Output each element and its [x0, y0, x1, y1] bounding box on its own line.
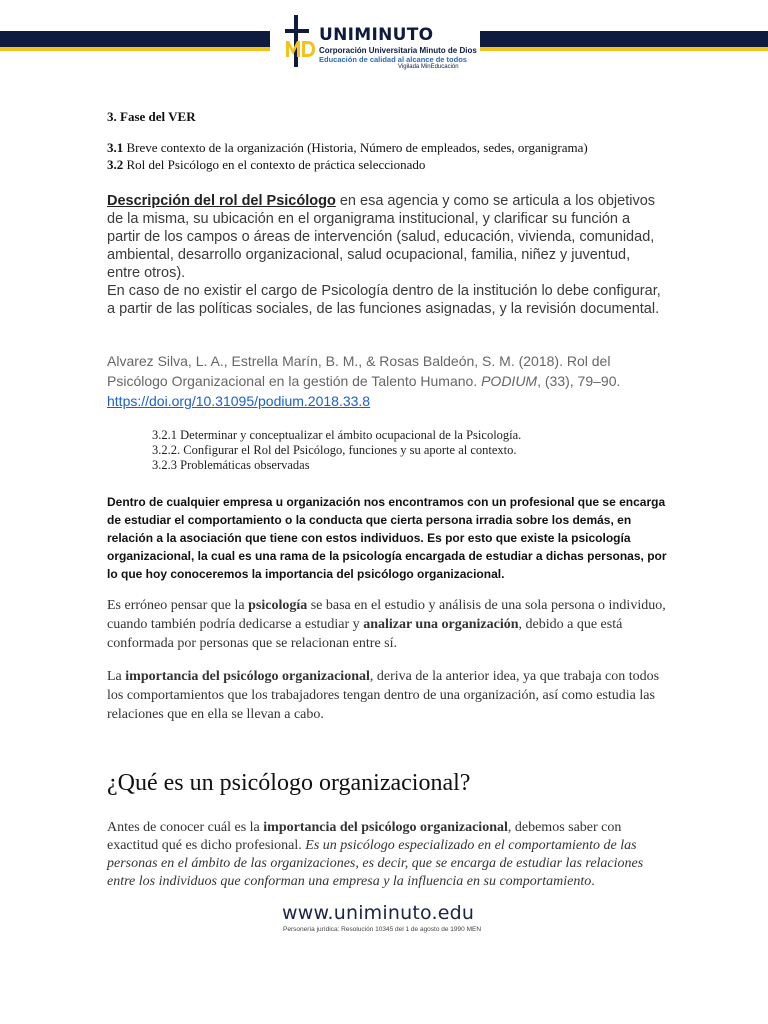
header-band-left — [0, 31, 270, 51]
paragraph-definicion — [107, 819, 672, 891]
item-3-2-number: 3.2 — [107, 157, 124, 172]
item-3-1 — [107, 140, 588, 156]
p1-bold-analizar: analizar una organización — [363, 617, 519, 632]
footer-url: www.uniminuto.edu — [282, 902, 475, 924]
paragraph-importancia — [107, 667, 672, 724]
citation-journal: PODIUM — [481, 373, 538, 389]
role-description-text: en esa agencia y como se articula a los objetivos de la misma, su ubicación en el organigrama institucional, y clarificar su función a partir de los campos o áreas de intervención (salud, educación, vivienda, comunidad, ambiental, desarrollo organizacional, salud ocupacional, familia, niñez y juventud, entre otros). — [107, 193, 656, 281]
citation — [107, 351, 667, 411]
header-band-right — [480, 31, 768, 51]
logo-slogan: Educación de calidad al alcance de todos — [319, 55, 467, 64]
p2-bold: importancia del psicólogo organizacional — [125, 669, 370, 684]
intro-paragraph: Dentro de cualquier empresa u organización nos encontramos con un profesional que se encarga de estudiar el comportamiento o la conducta que cierta persona irradia sobre los demás, en relación a la asociación que tiene con estos individuos. Es por esto que existe la psicología organizacional, la cual es una rama de la psicología encargada de estudiar a dichas personas, por lo que hoy conoceremos la importancia del psicólogo organizacional. — [107, 495, 667, 581]
subitems-list — [152, 428, 521, 473]
p3-italic: Es un psicólogo especializado en el comportamiento de las personas en el ámbito de las organizaciones, es decir, que se encarga de estudiar las relaciones entre los individuos que conforman una empresa y la influencia en su comportamiento — [107, 838, 644, 889]
p3-text-c: , debemos saber con exactitud qué es dicho profesional. — [107, 820, 622, 853]
subitem-3-2-1: 3.2.1 Determinar y conceptualizar el ámbito ocupacional de la Psicología. — [152, 428, 522, 442]
item-3-2-text: Rol del Psicólogo en el contexto de práctica seleccionado — [123, 157, 426, 172]
paragraph-psicologia — [107, 596, 672, 653]
logo-mark-icon — [283, 15, 317, 67]
uniminuto-logo — [283, 15, 483, 70]
role-description-title: Descripción del rol del Psicólogo — [107, 193, 336, 209]
p1-text-e: , debido a que está conformada por personas que se relacionan entre sí. — [107, 617, 623, 651]
p1-bold-psicologia: psicología — [248, 598, 308, 613]
logo-vigilada: Vigilada MinEducación — [398, 64, 459, 70]
p3-text-a: Antes de conocer cuál es la — [107, 820, 264, 835]
item-3-1-number: 3.1 — [107, 140, 124, 155]
heading-que-es: ¿Qué es un psicólogo organizacional? — [107, 770, 471, 796]
citation-authors: Alvarez Silva, L. A., Estrella Marín, B. M., & Rosas Baldeón, S. M. (2018). Rol del Psicólogo Organizacional en la gestión de Talento Humano. — [107, 353, 611, 389]
p2-text-a: La — [107, 669, 126, 684]
citation-rest: , (33), 79–90. — [537, 373, 621, 389]
citation-doi-link[interactable]: https://doi.org/10.31095/podium.2018.33.8 — [107, 393, 371, 409]
subitem-3-2-3: 3.2.3 Problemáticas observadas — [152, 458, 310, 472]
section-title: 3. Fase del VER — [107, 109, 196, 124]
role-description — [107, 192, 667, 318]
role-description-text-2: En caso de no existir el cargo de Psicología dentro de la institución lo debe configurar, a partir de las políticas sociales, de las funciones asignadas, y la revisión documental. — [107, 283, 661, 317]
item-3-1-text: Breve contexto de la organización (Historia, Número de empleados, sedes, organigrama) — [123, 140, 588, 155]
item-3-2 — [107, 157, 425, 173]
subitem-3-2-2: 3.2.2. Configurar el Rol del Psicólogo, funciones y su aporte al contexto. — [152, 443, 517, 457]
p1-text-c: se basa en el estudio y análisis de una sola persona o individuo, cuando también podría dedicarse a estudiar y — [107, 598, 666, 632]
p3-text-e: . — [591, 874, 595, 889]
p3-bold: importancia del psicólogo organizacional — [263, 820, 508, 835]
footer-legal: Personería jurídica: Resolución 10345 del 1 de agosto de 1990 MEN — [283, 926, 482, 933]
p2-text-c: , deriva de la anterior idea, ya que trabaja con todos los comportamientos que los trabajadores tengan dentro de una organización, así como estudia las relaciones que en ella se llevan a cabo. — [107, 669, 660, 722]
logo-subtitle: Corporación Universitaria Minuto de Dios — [319, 46, 477, 55]
logo-name: UNIMINUTO — [319, 25, 434, 45]
p1-text-a: Es erróneo pensar que la — [107, 598, 249, 613]
